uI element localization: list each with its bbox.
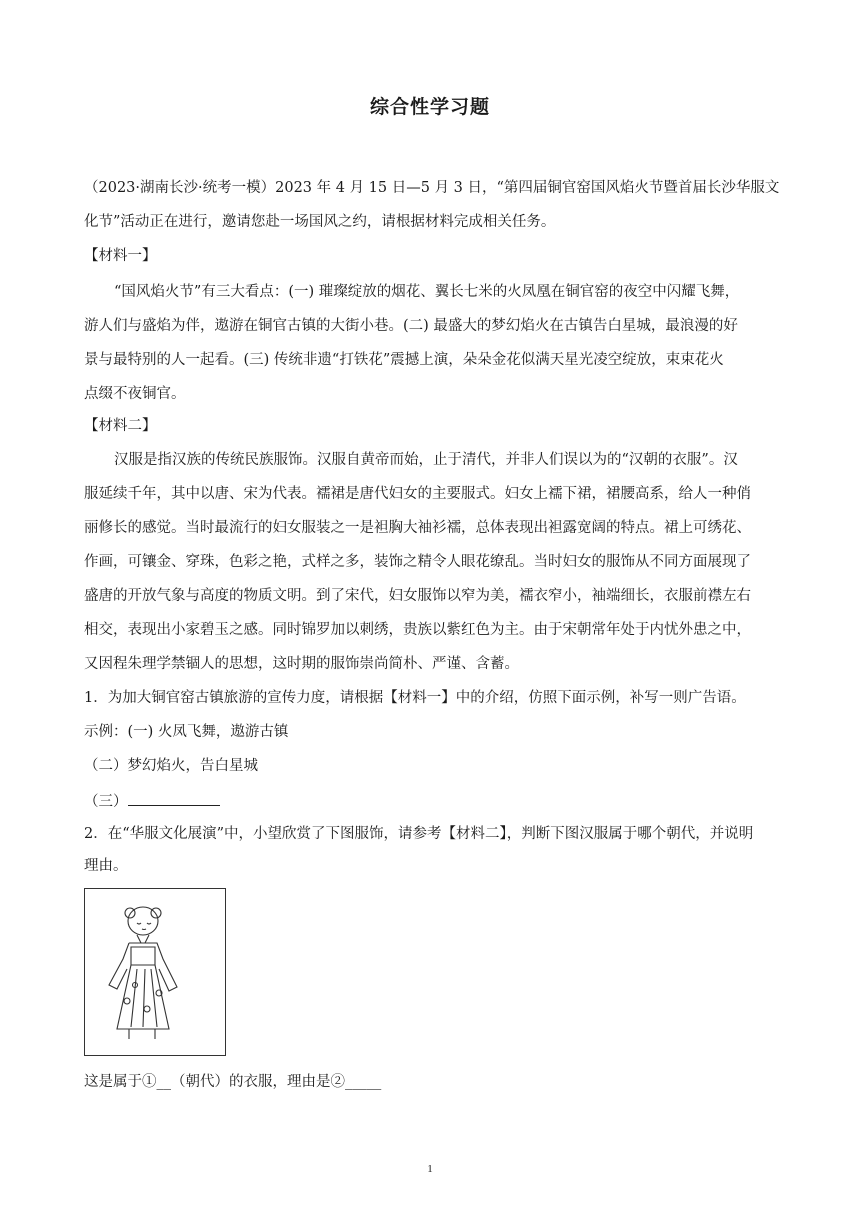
question-2-cont: 理由。 xyxy=(84,858,128,874)
q1-example: 示例：(一) 火凤飞舞，遨游古镇 xyxy=(84,724,289,740)
hanfu-girl-illustration xyxy=(84,888,226,1056)
material2-heading: 【材料二】 xyxy=(84,418,157,434)
material2-line-4: 作画，可镶金、穿珠，色彩之艳，式样之多，装饰之精令人眼花缭乱。当时妇女的服饰从不同方面展现了 xyxy=(84,554,751,570)
page-title: 综合性学习题 xyxy=(369,96,490,118)
material2-line-7: 又因程朱理学禁锢人的思想，这时期的服饰崇尚简朴、严谨、含蓄。 xyxy=(84,656,519,672)
material2-line-6: 相交，表现出小家碧玉之感。同时锦罗加以刺绣，贵族以紫红色为主。由于宋朝常年处于内忧外患之中， xyxy=(84,622,751,638)
material2-line-1: 汉服是指汉族的传统民族服饰。汉服自黄帝而始，止于清代，并非人们误以为的“汉朝的衣服”。汉 xyxy=(114,452,738,468)
q1-item-2: （二）梦幻焰火，告白星城 xyxy=(84,758,258,774)
answer-blank[interactable] xyxy=(128,790,220,806)
question-2: 2．在“华服文化展演”中，小望欣赏了下图服饰，请参考【材料二】，判断下图汉服属于哪个朝代，并说明 xyxy=(84,826,754,842)
material2-line-2: 服延续千年，其中以唐、宋为代表。襦裙是唐代妇女的主要服式。妇女上襦下裙，裙腰高系，给人一种俏 xyxy=(84,486,751,502)
q1-item-3-label: （三） xyxy=(84,794,128,810)
material2-line-5: 盛唐的开放气象与高度的物质文明。到了宋代，妇女服饰以窄为美，襦衣窄小，袖端细长，衣服前襟左右 xyxy=(84,588,751,604)
material1-line-2: 游人们与盛焰为伴，遨游在铜官古镇的大街小巷。(二) 最盛大的梦幻焰火在古镇告白星城，最浪漫的好 xyxy=(84,318,738,334)
q2-answer-line: 这是属于①__（朝代）的衣服，理由是②_____ xyxy=(84,1074,382,1090)
intro-line-1: （2023·湖南长沙·统考一模）2023 年 4 月 15 日—5 月 3 日，“第四届铜官窑国风焰火节暨首届长沙华服文 xyxy=(84,180,780,196)
material1-heading: 【材料一】 xyxy=(84,248,157,264)
material1-line-4: 点缀不夜铜官。 xyxy=(84,386,186,402)
material1-line-3: 景与最特别的人一起看。(三) 传统非遗“打铁花”震撼上演，朵朵金花似满天星光凌空绽放，束束花火 xyxy=(84,352,724,368)
intro-line-2: 化节”活动正在进行，邀请您赴一场国风之约，请根据材料完成相关任务。 xyxy=(84,214,556,230)
page-number: 1 xyxy=(427,1163,433,1175)
material2-line-3: 丽修长的感觉。当时最流行的妇女服装之一是袒胸大袖衫襦，总体表现出袒露宽阔的特点。裙上可绣花、 xyxy=(84,520,751,536)
material1-line-1: “国风焰火节”有三大看点：(一) 璀璨绽放的烟花、翼长七米的火凤凰在铜官窑的夜空中闪耀飞舞， xyxy=(114,284,740,300)
hanfu-girl-icon xyxy=(85,889,225,1055)
question-1: 1．为加大铜官窑古镇旅游的宣传力度，请根据【材料一】中的介绍，仿照下面示例，补写一则广告语。 xyxy=(84,690,746,706)
q1-item-3 xyxy=(84,790,220,812)
